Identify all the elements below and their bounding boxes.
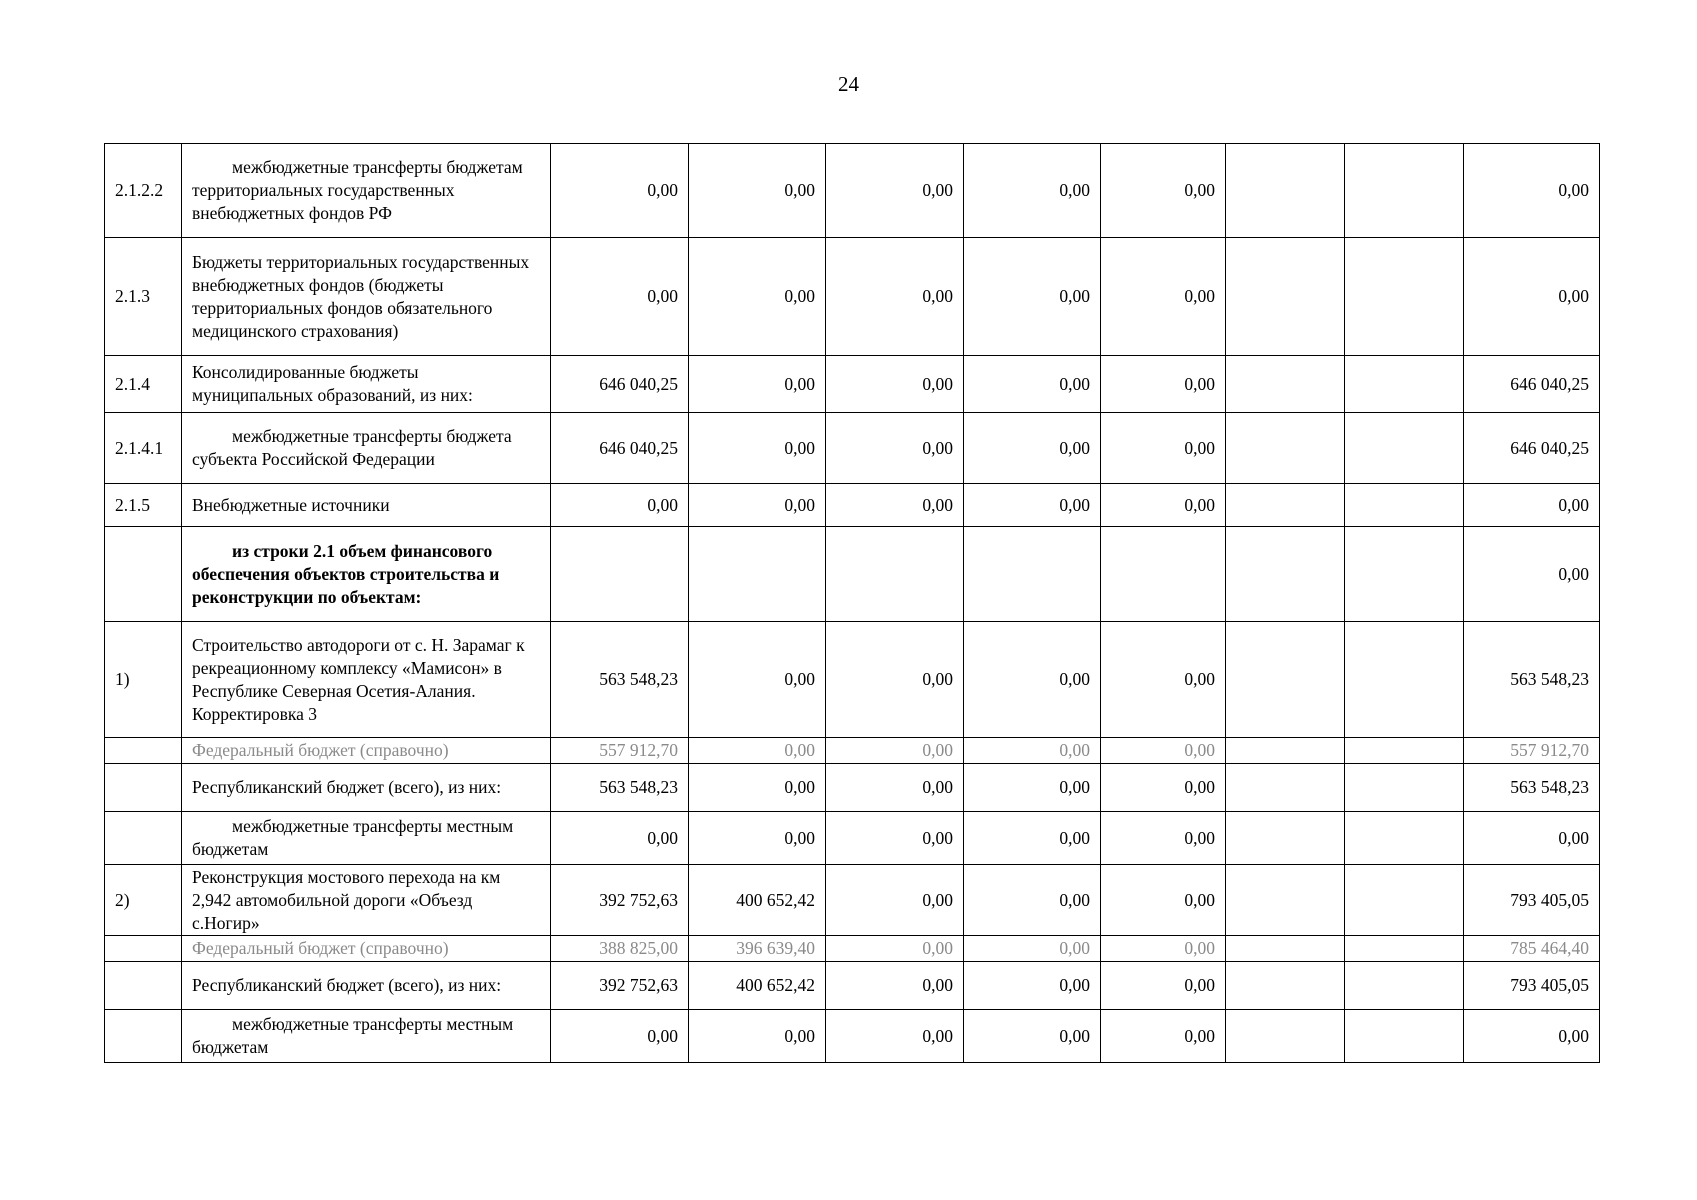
value-cell: 0,00 bbox=[1101, 356, 1226, 413]
value-cell: 0,00 bbox=[826, 356, 964, 413]
value-cell: 400 652,42 bbox=[689, 865, 826, 936]
row-code bbox=[105, 936, 182, 962]
value-cell: 0,00 bbox=[689, 738, 826, 764]
value-cell: 0,00 bbox=[1101, 144, 1226, 238]
row-description-text: Федеральный бюджет (справочно) bbox=[192, 740, 449, 760]
row-description-text: Республиканский бюджет (всего), из них: bbox=[192, 777, 502, 797]
value-cell bbox=[1226, 413, 1345, 484]
value-cell: 0,00 bbox=[1101, 962, 1226, 1010]
value-cell: 0,00 bbox=[1101, 622, 1226, 738]
value-cell: 0,00 bbox=[826, 1010, 964, 1063]
value-cell bbox=[1226, 738, 1345, 764]
value-cell: 0,00 bbox=[1464, 484, 1600, 527]
value-cell bbox=[1226, 812, 1345, 865]
value-cell: 0,00 bbox=[1101, 484, 1226, 527]
value-cell: 0,00 bbox=[1101, 738, 1226, 764]
row-code bbox=[105, 812, 182, 865]
row-description bbox=[182, 962, 551, 1010]
value-cell: 0,00 bbox=[1464, 527, 1600, 622]
value-cell: 0,00 bbox=[964, 1010, 1101, 1063]
value-cell bbox=[1226, 527, 1345, 622]
table-row bbox=[105, 865, 1600, 936]
value-cell bbox=[1226, 484, 1345, 527]
table-row bbox=[105, 413, 1600, 484]
row-description-text: Консолидированные бюджеты муниципальных образований, из них: bbox=[192, 362, 473, 405]
value-cell: 400 652,42 bbox=[689, 962, 826, 1010]
value-cell bbox=[1345, 865, 1464, 936]
value-cell bbox=[1345, 764, 1464, 812]
value-cell: 0,00 bbox=[1101, 1010, 1226, 1063]
value-cell: 0,00 bbox=[826, 764, 964, 812]
table-body bbox=[105, 144, 1600, 1063]
table-row bbox=[105, 738, 1600, 764]
table-row bbox=[105, 484, 1600, 527]
value-cell: 0,00 bbox=[826, 962, 964, 1010]
row-description-text: Республиканский бюджет (всего), из них: bbox=[192, 975, 502, 995]
value-cell: 0,00 bbox=[1464, 144, 1600, 238]
value-cell: 0,00 bbox=[689, 413, 826, 484]
value-cell: 785 464,40 bbox=[1464, 936, 1600, 962]
value-cell: 563 548,23 bbox=[551, 622, 689, 738]
value-cell: 0,00 bbox=[964, 865, 1101, 936]
value-cell: 0,00 bbox=[1464, 1010, 1600, 1063]
row-description-text: Внебюджетные источники bbox=[192, 494, 390, 515]
row-description-text: Строительство автодороги от с. Н. Зарамаг к рекреационному комплексу «Мамисон» в Республике Северная Осетия-Алания. Корректировка 3 bbox=[192, 634, 525, 724]
value-cell: 793 405,05 bbox=[1464, 865, 1600, 936]
value-cell bbox=[1345, 144, 1464, 238]
row-description-text: межбюджетные трансферты бюджетам территориальных государственных внебюджетных фондов РФ bbox=[192, 157, 523, 223]
row-code bbox=[105, 527, 182, 622]
value-cell: 0,00 bbox=[964, 812, 1101, 865]
value-cell bbox=[1345, 484, 1464, 527]
page-number: 24 bbox=[838, 72, 859, 96]
table-row bbox=[105, 622, 1600, 738]
value-cell: 0,00 bbox=[689, 812, 826, 865]
value-cell bbox=[1345, 413, 1464, 484]
value-cell: 646 040,25 bbox=[1464, 413, 1600, 484]
value-cell bbox=[1226, 622, 1345, 738]
value-cell: 396 639,40 bbox=[689, 936, 826, 962]
value-cell: 0,00 bbox=[964, 962, 1101, 1010]
table-row bbox=[105, 936, 1600, 962]
value-cell: 0,00 bbox=[1101, 764, 1226, 812]
value-cell bbox=[1345, 1010, 1464, 1063]
row-code bbox=[105, 738, 182, 764]
value-cell bbox=[1226, 865, 1345, 936]
value-cell bbox=[1226, 356, 1345, 413]
row-description-text: из строки 2.1 объем финансового обеспечения объектов строительства и реконструкции по объектам: bbox=[192, 540, 500, 607]
row-description-text: Федеральный бюджет (справочно) bbox=[192, 938, 449, 958]
table-row bbox=[105, 962, 1600, 1010]
value-cell bbox=[1345, 356, 1464, 413]
value-cell bbox=[1226, 238, 1345, 356]
value-cell bbox=[1345, 527, 1464, 622]
value-cell: 0,00 bbox=[689, 484, 826, 527]
value-cell: 0,00 bbox=[1464, 812, 1600, 865]
value-cell: 0,00 bbox=[826, 865, 964, 936]
row-description bbox=[182, 356, 551, 413]
value-cell bbox=[1345, 936, 1464, 962]
value-cell: 0,00 bbox=[551, 1010, 689, 1063]
value-cell: 646 040,25 bbox=[551, 413, 689, 484]
value-cell: 0,00 bbox=[826, 622, 964, 738]
value-cell: 0,00 bbox=[689, 1010, 826, 1063]
value-cell: 0,00 bbox=[964, 238, 1101, 356]
row-code bbox=[105, 962, 182, 1010]
value-cell: 0,00 bbox=[689, 764, 826, 812]
row-description bbox=[182, 936, 551, 962]
value-cell: 0,00 bbox=[964, 936, 1101, 962]
row-description bbox=[182, 144, 551, 238]
budget-table bbox=[104, 143, 1600, 1063]
row-description-text: Бюджеты территориальных государственных внебюджетных фондов (бюджеты территориальных фондов обязательного медицинского страхования) bbox=[192, 251, 530, 341]
value-cell: 0,00 bbox=[1101, 936, 1226, 962]
value-cell: 0,00 bbox=[826, 812, 964, 865]
row-description bbox=[182, 238, 551, 356]
value-cell: 0,00 bbox=[826, 413, 964, 484]
row-code bbox=[105, 764, 182, 812]
value-cell: 0,00 bbox=[551, 812, 689, 865]
row-description bbox=[182, 622, 551, 738]
value-cell: 388 825,00 bbox=[551, 936, 689, 962]
value-cell: 392 752,63 bbox=[551, 865, 689, 936]
row-code: 2.1.2.2 bbox=[105, 144, 182, 238]
value-cell: 0,00 bbox=[826, 238, 964, 356]
row-code: 1) bbox=[105, 622, 182, 738]
value-cell: 0,00 bbox=[689, 144, 826, 238]
row-code: 2.1.3 bbox=[105, 238, 182, 356]
table-row bbox=[105, 764, 1600, 812]
value-cell: 0,00 bbox=[1101, 238, 1226, 356]
value-cell: 0,00 bbox=[964, 356, 1101, 413]
value-cell: 793 405,05 bbox=[1464, 962, 1600, 1010]
row-description-text: Реконструкция мостового перехода на км 2,942 автомобильной дороги «Объезд с.Ногир» bbox=[192, 866, 501, 933]
value-cell bbox=[826, 527, 964, 622]
value-cell: 0,00 bbox=[689, 356, 826, 413]
value-cell: 646 040,25 bbox=[551, 356, 689, 413]
value-cell bbox=[1345, 962, 1464, 1010]
value-cell: 0,00 bbox=[826, 936, 964, 962]
value-cell bbox=[1345, 622, 1464, 738]
row-description bbox=[182, 865, 551, 936]
row-code bbox=[105, 1010, 182, 1063]
table-row bbox=[105, 238, 1600, 356]
row-description bbox=[182, 527, 551, 622]
value-cell: 0,00 bbox=[551, 484, 689, 527]
row-description-text: межбюджетные трансферты бюджета субъекта Российской Федерации bbox=[192, 426, 512, 469]
value-cell: 563 548,23 bbox=[1464, 622, 1600, 738]
value-cell: 0,00 bbox=[1101, 413, 1226, 484]
row-description bbox=[182, 738, 551, 764]
value-cell: 0,00 bbox=[964, 413, 1101, 484]
table-row bbox=[105, 812, 1600, 865]
row-description-text: межбюджетные трансферты местным бюджетам bbox=[192, 816, 514, 859]
value-cell: 0,00 bbox=[689, 622, 826, 738]
row-code: 2.1.4 bbox=[105, 356, 182, 413]
value-cell: 0,00 bbox=[964, 622, 1101, 738]
row-code: 2) bbox=[105, 865, 182, 936]
row-description bbox=[182, 1010, 551, 1063]
value-cell bbox=[1226, 1010, 1345, 1063]
value-cell: 563 548,23 bbox=[1464, 764, 1600, 812]
value-cell bbox=[551, 527, 689, 622]
value-cell bbox=[964, 527, 1101, 622]
value-cell bbox=[1226, 144, 1345, 238]
table-row bbox=[105, 527, 1600, 622]
row-description bbox=[182, 484, 551, 527]
value-cell: 0,00 bbox=[551, 144, 689, 238]
value-cell: 0,00 bbox=[826, 144, 964, 238]
value-cell: 0,00 bbox=[1464, 238, 1600, 356]
value-cell: 0,00 bbox=[964, 738, 1101, 764]
table-row bbox=[105, 1010, 1600, 1063]
table-row bbox=[105, 356, 1600, 413]
value-cell: 0,00 bbox=[826, 484, 964, 527]
value-cell: 0,00 bbox=[1101, 865, 1226, 936]
value-cell: 557 912,70 bbox=[551, 738, 689, 764]
value-cell: 0,00 bbox=[964, 764, 1101, 812]
value-cell: 0,00 bbox=[826, 738, 964, 764]
value-cell bbox=[1345, 738, 1464, 764]
value-cell bbox=[1226, 962, 1345, 1010]
row-description bbox=[182, 812, 551, 865]
value-cell: 557 912,70 bbox=[1464, 738, 1600, 764]
value-cell: 0,00 bbox=[551, 238, 689, 356]
value-cell: 0,00 bbox=[1101, 812, 1226, 865]
row-code: 2.1.5 bbox=[105, 484, 182, 527]
value-cell: 646 040,25 bbox=[1464, 356, 1600, 413]
value-cell bbox=[1226, 764, 1345, 812]
value-cell bbox=[1226, 936, 1345, 962]
value-cell bbox=[689, 527, 826, 622]
row-description bbox=[182, 413, 551, 484]
value-cell: 563 548,23 bbox=[551, 764, 689, 812]
value-cell bbox=[1101, 527, 1226, 622]
row-description bbox=[182, 764, 551, 812]
row-description-text: межбюджетные трансферты местным бюджетам bbox=[192, 1014, 514, 1057]
value-cell bbox=[1345, 812, 1464, 865]
table-row bbox=[105, 144, 1600, 238]
value-cell: 0,00 bbox=[964, 484, 1101, 527]
value-cell bbox=[1345, 238, 1464, 356]
value-cell: 392 752,63 bbox=[551, 962, 689, 1010]
row-code: 2.1.4.1 bbox=[105, 413, 182, 484]
value-cell: 0,00 bbox=[964, 144, 1101, 238]
value-cell: 0,00 bbox=[689, 238, 826, 356]
